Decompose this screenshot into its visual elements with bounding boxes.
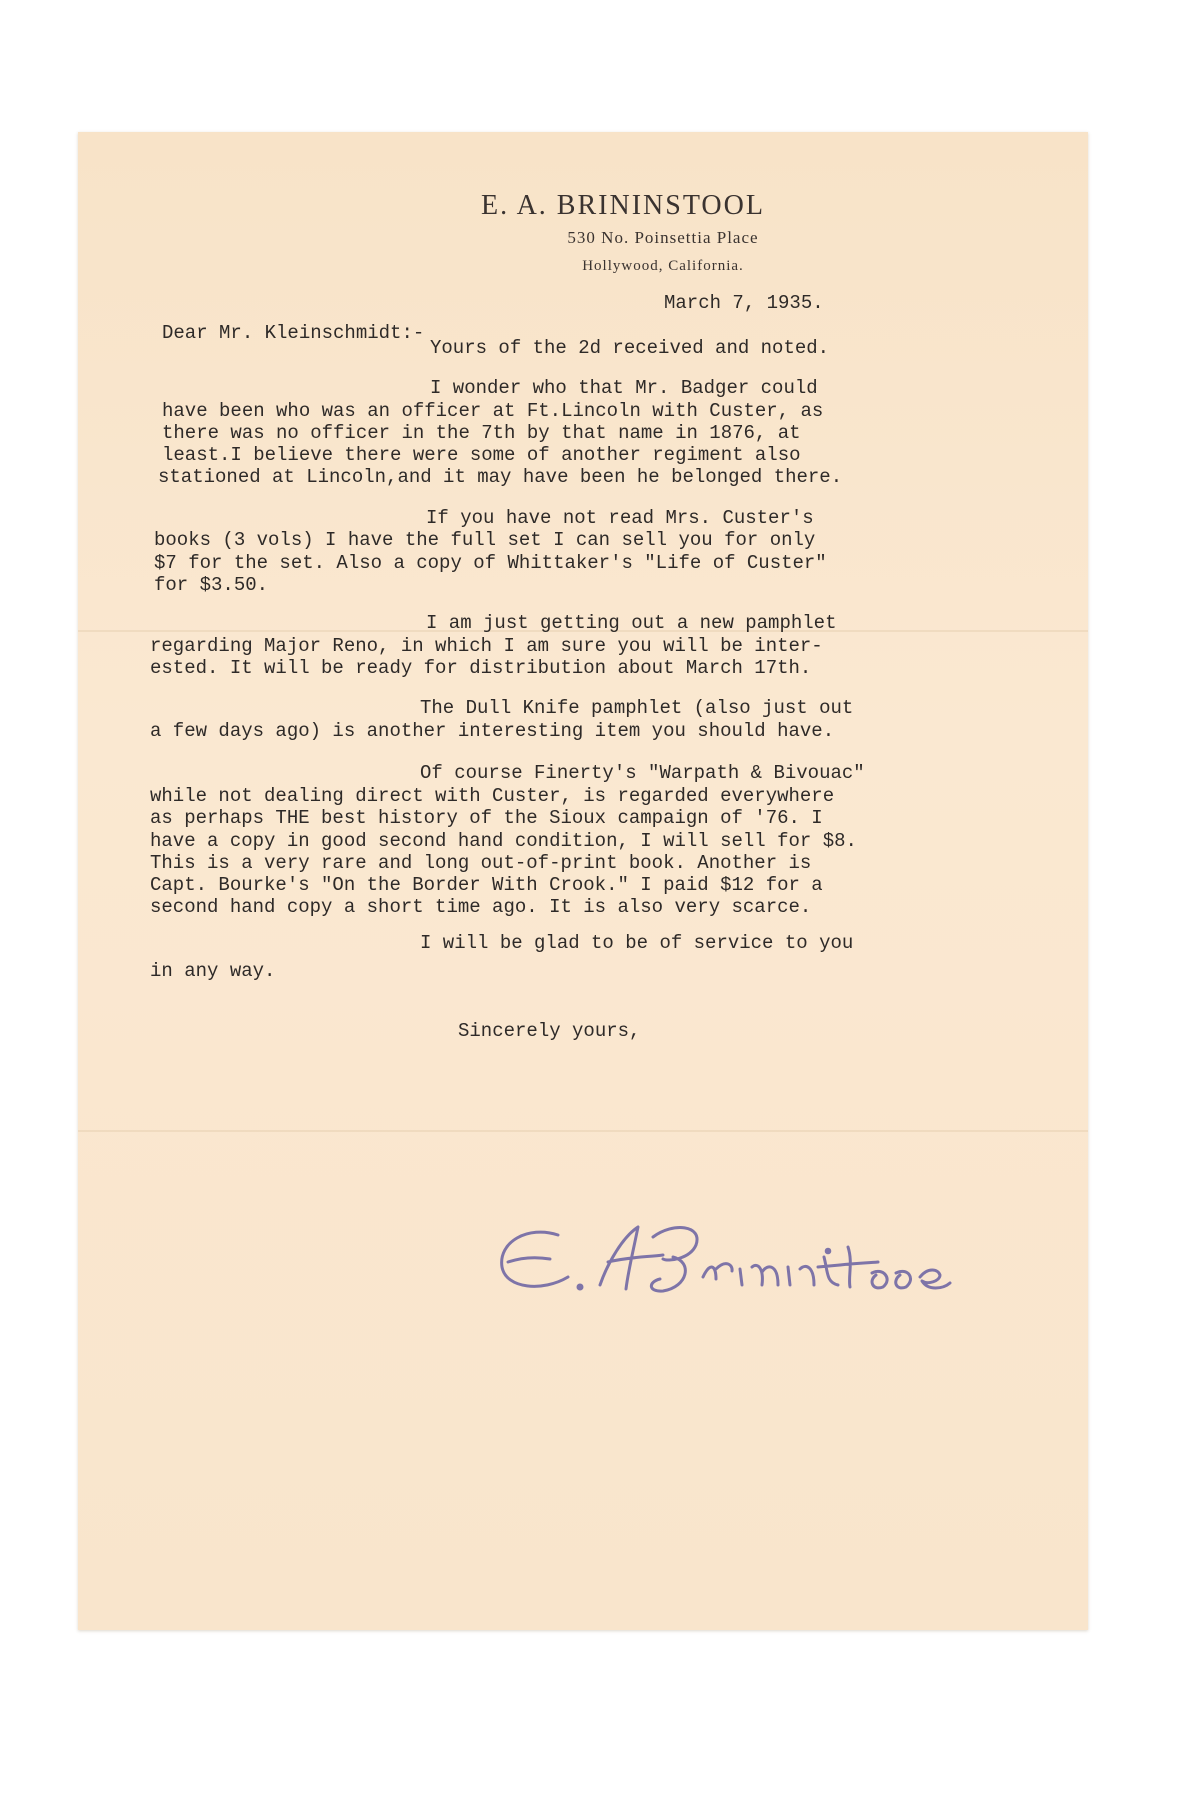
- paragraph-line: in any way.: [150, 960, 276, 982]
- paragraph-line: least.I believe there were some of another regiment also: [162, 444, 801, 466]
- letter-date: March 7, 1935.: [664, 292, 824, 314]
- paragraph-line: there was no officer in the 7th by that name in 1876, at: [162, 422, 801, 444]
- letterhead-name: E. A. BRININSTOOL: [481, 190, 765, 221]
- paragraph-line: as perhaps THE best history of the Sioux campaign of '76. I: [150, 807, 823, 829]
- paragraph-line: a few days ago) is another interesting item you should have.: [150, 720, 835, 742]
- paragraph-line: Capt. Bourke's "On the Border With Crook." I paid $12 for a: [150, 874, 823, 896]
- letter-page: [78, 132, 1088, 1630]
- fold-line: [78, 1130, 1088, 1132]
- closing: Sincerely yours,: [458, 1020, 641, 1042]
- opening-line: Yours of the 2d received and noted.: [430, 337, 830, 359]
- paragraph-line: I wonder who that Mr. Badger could: [430, 377, 818, 399]
- paragraph-line: stationed at Lincoln,and it may have been he belonged there.: [158, 466, 843, 488]
- paragraph-line: I am just getting out a new pamphlet: [426, 612, 837, 634]
- handwritten-signature: [488, 1207, 958, 1307]
- paragraph-line: second hand copy a short time ago. It is also very scarce.: [150, 896, 812, 918]
- paragraph-line: $7 for the set. Also a copy of Whittaker's "Life of Custer": [154, 552, 827, 574]
- paragraph-line: Of course Finerty's "Warpath & Bivouac": [420, 762, 865, 784]
- letterhead-city: Hollywood, California.: [582, 258, 744, 274]
- salutation: Dear Mr. Kleinschmidt:-: [162, 322, 425, 344]
- paragraph-line: have been who was an officer at Ft.Lincoln with Custer, as: [162, 400, 824, 422]
- paragraph-line: The Dull Knife pamphlet (also just out: [420, 697, 854, 719]
- paragraph-line: ested. It will be ready for distribution about March 17th.: [150, 657, 812, 679]
- paragraph-line: while not dealing direct with Custer, is regarded everywhere: [150, 785, 835, 807]
- paragraph-line: have a copy in good second hand condition, I will sell for $8.: [150, 830, 857, 852]
- paragraph-line: If you have not read Mrs. Custer's: [426, 507, 814, 529]
- letterhead-address: 530 No. Poinsettia Place: [567, 228, 759, 247]
- paragraph-line: for $3.50.: [154, 574, 269, 596]
- paragraph-line: I will be glad to be of service to you: [420, 932, 854, 954]
- paragraph-line: This is a very rare and long out-of-print book. Another is: [150, 852, 812, 874]
- paragraph-line: regarding Major Reno, in which I am sure you will be inter-: [150, 635, 823, 657]
- paragraph-line: books (3 vols) I have the full set I can sell you for only: [154, 529, 816, 551]
